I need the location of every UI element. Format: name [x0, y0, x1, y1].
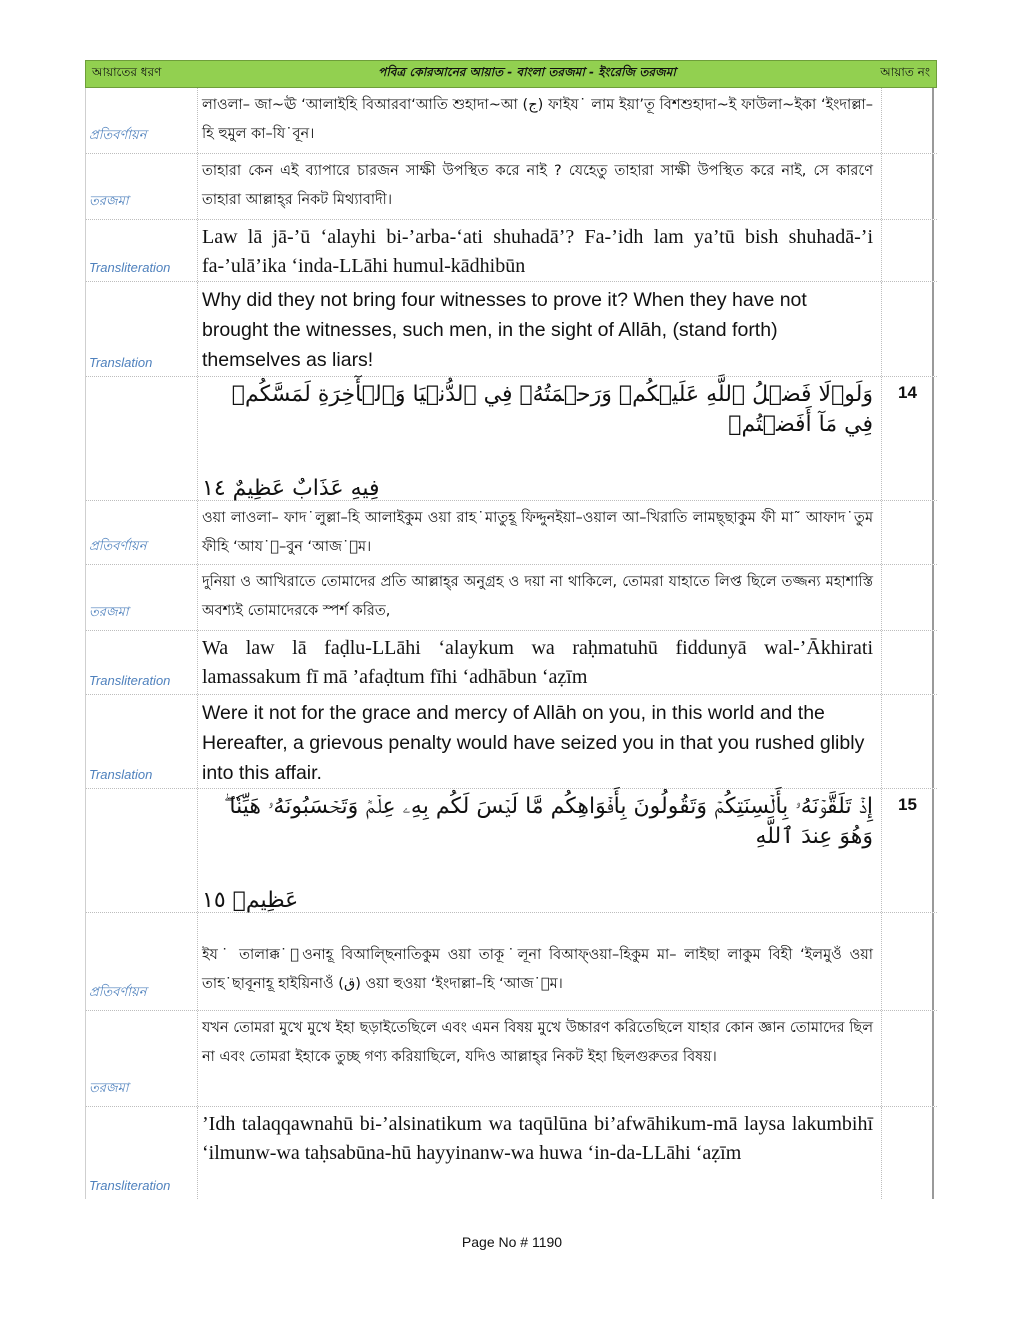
verse-number: 15 — [898, 795, 917, 814]
table-row — [86, 1107, 937, 1199]
row-label: Translation — [89, 355, 153, 370]
transliteration-english: ’Idh talaqqawnahū bi-’alsinatikum wa taqūlūna bi’afwāhikum-mā laysa lakumbihī ‘ilmunw-wa taḥsabūna-hū hayyinanw-wa huwa ‘in-da-LLāhi ‘aẓīm — [198, 1107, 882, 1199]
transliteration-english: Wa law lā faḍlu-LLāhi ‘alaykum wa raḥmatuhū fiddunyā wal-’Ākhirati lamassakum fī mā ’afaḍtum fīhi ‘adhābun ‘aẓīm — [198, 631, 882, 694]
transliteration-bengali: ওয়া লাওলা– ফাদ˙লুল্লা–হি আলাইকুম ওয়া রাহ˙মাতুহূ ফিদ্দুনইয়া–ওয়াল আ–খিরাতি লামছ্ছাকুম ফী মা˜ আফাদ˙তুম ফীহি ‘আয˙া–বুন ‘আজ˙ীম। — [198, 501, 882, 564]
arabic-line-2: عَظِيمٞ ١٥ — [202, 888, 299, 913]
table-row — [86, 154, 937, 220]
table-row — [86, 695, 937, 789]
translation-bengali: যখন তোমরা মুখে মুখে ইহা ছড়াইতেছিলে এবং এমন বিষয় মুখে উচ্চারণ করিতেছিলে যাহার কোন জ্ঞান তোমাদের ছিল না এবং তোমরা ইহাকে তুচ্ছ গণ্য করিয়াছিলে, যদিও আল্লাহ্‌র নিকট ইহা ছিলগুরুতর বিষয়। — [198, 1011, 882, 1106]
translation-english: Were it not for the grace and mercy of Allāh on you, in this world and the Hereafter, a grievous penalty would have seized you in that you rushed glibly into this affair. — [198, 695, 882, 788]
table-body — [85, 88, 937, 1199]
verse-table — [85, 60, 937, 1199]
table-row — [86, 913, 937, 1011]
row-label: Transliteration — [89, 673, 171, 688]
table-row — [86, 501, 937, 565]
table-row — [86, 88, 937, 154]
table-row — [86, 565, 937, 631]
page-number: Page No # 1190 — [461, 1234, 563, 1250]
verse-number: 14 — [898, 383, 917, 402]
table-row — [86, 1011, 937, 1107]
row-label: তরজমা — [89, 1080, 129, 1095]
row-label: তরজমা — [89, 604, 129, 619]
arabic-line-1: إِذۡ تَلَقَّوۡنَهُۥ بِأَلۡسِنَتِكُمۡ وَتَقُولُونَ بِأَفۡوَاهِكُم مَّا لَيۡسَ لَكُم بِهِۦ عِلۡمٞ وَتَحۡسَبُونَهُۥ هَيِّنٗا ۖ وَهُوَ عِندَ ٱللَّهِ — [223, 794, 873, 849]
row-label: প্রতিবর্ণায়ন — [89, 127, 147, 142]
arabic-line-2: فِيهِ عَذَابٌ عَظِيمٌ ١٤ — [202, 476, 380, 501]
row-label: Translation — [89, 767, 153, 782]
table-row — [86, 220, 937, 282]
transliteration-bengali: লাওলা– জা~ঊ ‘আলাইহি বিআরবা‘আতি শুহাদা~আ (ج) ফাইয˙ লাম ইয়া’তূ বিশশুহাদা~ই ফাউলা~ইকা ‘ইংদাল্লা–হি হুমুল কা–যি˙বূন। — [198, 88, 882, 153]
table-row — [86, 631, 937, 695]
translation-bengali: তাহারা কেন এই ব্যাপারে চারজন সাক্ষী উপস্থিত করে নাই ? যেহেতু তাহারা সাক্ষী উপস্থিত করে নাই, সে কারণে তাহারা আল্লাহ্‌র নিকট মিথ্যাবাদী। — [198, 154, 882, 219]
row-label: Transliteration — [89, 1178, 171, 1193]
translation-english: Why did they not bring four witnesses to prove it? When they have not brought the witnesses, such men, in the sight of Allāh, (stand forth) themselves as liars! — [198, 282, 882, 376]
header-verse-type: আয়াতের ধরণ — [92, 65, 162, 79]
table-row — [86, 789, 937, 913]
transliteration-bengali: ইয˙ তালাক্ক˙াওনাহূ বিআল্ছিনাতিকুম ওয়া তাকূ˙লূনা বিআফ্ওয়া–হিকুম মা– লাইছা লাকুম বিহী ‘ইলমুওঁ ওয়া তাহ˙ছাবূনাহূ হাইয়িনাওঁ (ق) ওয়া হুওয়া ‘ইংদাল্লা–হি ‘আজ˙ীম। — [198, 913, 882, 1010]
row-label: প্রতিবর্ণায়ন — [89, 984, 147, 999]
table-row — [86, 282, 937, 377]
row-label: তরজমা — [89, 193, 129, 208]
arabic-line-1: وَلَوۡلَا فَضۡلُ ٱللَّهِ عَلَيۡكُمۡ وَرَحۡمَتُهُۥ فِي ٱلدُّنۡيَا وَٱلۡأٓخِرَةِ لَمَسَّكُمۡ فِي مَآ أَفَضۡتُمۡ — [231, 382, 873, 437]
arabic-verse — [198, 377, 882, 500]
translation-bengali: দুনিয়া ও আখিরাতে তোমাদের প্রতি আল্লাহ্‌র অনুগ্রহ ও দয়া না থাকিলে, তোমরা যাহাতে লিপ্ত ছিলে তজ্জন্য মহাশাস্তি অবশ্যই তোমাদেরকে স্পর্শ করিত, — [198, 565, 882, 630]
transliteration-english: Law lā jā-’ū ‘alayhi bi-’arba-‘ati shuhadā’? Fa-’idh lam ya’tū bish shuhadā-’i fa-’ulā’ika ‘inda-LLāhi humul-kādhibūn — [198, 220, 882, 281]
row-label: প্রতিবর্ণায়ন — [89, 538, 147, 553]
table-row — [86, 377, 937, 501]
row-label: Transliteration — [89, 260, 171, 275]
header-verse-number: আয়াত নং — [880, 65, 930, 79]
arabic-verse — [198, 789, 882, 912]
header-title: পবিত্র কোরআনের আয়াত - বাংলা তরজমা - ইংরেজি তরজমা — [378, 65, 676, 79]
table-header — [85, 60, 937, 88]
